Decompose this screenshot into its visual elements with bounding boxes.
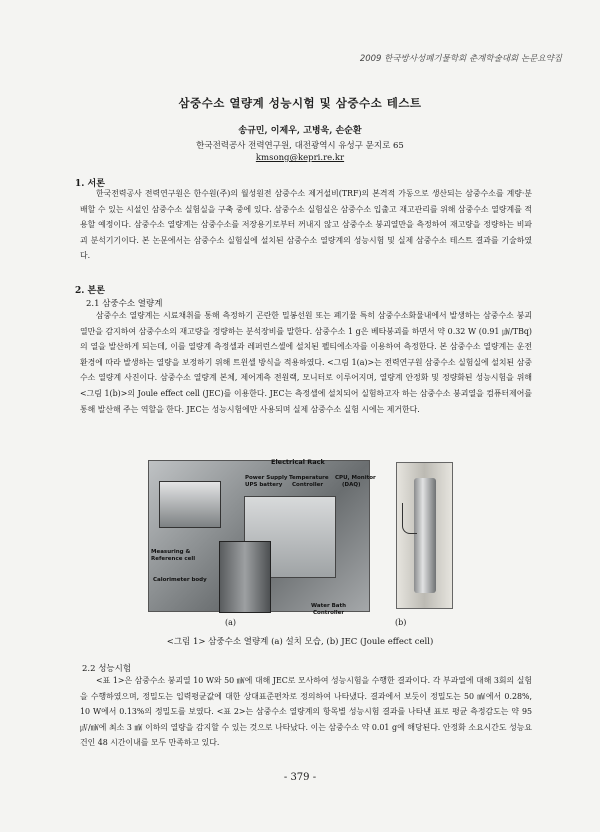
journal-header: 2009 한국방사성폐기물학회 춘계학술대회 논문요약집	[359, 54, 562, 64]
joule-effect-cell-photo	[396, 462, 453, 609]
performance-paragraph: <표 1>은 삼중수소 붕괴열 10 W와 50 ㎽에 대해 JEC로 모사하여 성능시험을 수행한 결과이다. 각 부과열에 대해 3회의 실험을 수행하였으며, 정밀도는 입력평균값에 대한 상대표준편차로 정의하여 나타냈다. 결과에서 보듯이 정밀도는 50 ㎽에서 0.28%, 10 W에서 0.13%의 정밀도를 보였다. <표 2>는 삼중수소 열량계의 항목별 성능시험 결과를 나타낸 표로 평균 측정감도는 약 95 ㎶/㎽에 최소 3 ㎽ 이하의 열량을 감지할 수 있는 것으로 나타났다. 이는 삼중수소 약 0.01 g에 해당된다. 안정화 소요시간도 성능요건인 48 시간이내를 모두 만족하고 있다.	[80, 676, 532, 748]
paper-title: 삼중수소 열량계 성능시험 및 삼중수소 테스트	[178, 96, 422, 110]
label-cpu-monitor: CPU, Monitor	[335, 475, 376, 481]
jec-wire	[402, 503, 417, 534]
affiliation: 한국전력공사 전력연구원, 대전광역시 유성구 문지로 65	[196, 141, 404, 151]
email-link[interactable]: kmsong@kepri.re.kr	[255, 153, 345, 163]
label-daq: (DAQ)	[342, 482, 361, 488]
label-water-controller: Controller	[313, 610, 345, 616]
intro-paragraph: 한국전력공사 전력연구원은 한수원(주)의 월성원전 삼중수소 제거설비(TRF)의 본격적 가동으로 생산되는 삼중수소를 계량·분배할 수 있는 시설인 삼중수소 실험실을 구축 중에 있다. 삼중수소 실험실은 삼중수소 입출고 재고관리를 위해 삼중수소 열량계를 적용할 예정이다. 삼중수소 열량계는 삼중수소를 저장용기로부터 꺼내지 않고 삼중수소 붕괴열만을 측정하여 재고량을 정량하는 비파괴 분석기기이다. 본 논문에서는 삼중수소 실험실에 설치된 삼중수소 열량계의 성능시험 및 실제 삼중수소 테스트 결과를 기술하였다.	[80, 189, 532, 261]
label-electrical-rack: Electrical Rack	[271, 458, 325, 466]
label-ups-battery: UPS battery	[245, 482, 283, 488]
label-temperature: Temperature	[289, 475, 329, 481]
calorimeter-installation-photo	[148, 458, 376, 616]
jec-cylinder	[414, 478, 436, 593]
page-number: - 379 -	[283, 772, 317, 783]
figure-1	[148, 452, 453, 616]
label-power-supply: Power Supply	[245, 475, 288, 481]
measuring-cell	[159, 481, 221, 528]
label-water-bath: Water Bath	[311, 603, 347, 609]
label-controller: Controller	[292, 482, 324, 488]
figure-sublabel-b: (b)	[395, 618, 407, 627]
section-heading-body: 2. 본론	[75, 286, 105, 296]
label-calorimeter-body: Calorimeter body	[153, 577, 207, 583]
label-reference-cell: Reference cell	[151, 556, 196, 562]
figure-caption: <그림 1> 삼중수소 열량계 (a) 설치 모습, (b) JEC (Joule effect cell)	[166, 637, 434, 647]
subsection-heading-performance: 2.2 성능시험	[82, 664, 132, 674]
section-heading-intro: 1. 서론	[75, 179, 105, 189]
figure-sublabel-a: (a)	[225, 618, 237, 627]
calorimeter-body	[219, 541, 271, 613]
label-measuring: Measuring &	[151, 549, 191, 555]
author-list: 송규민, 이제우, 고병욱, 손순환	[238, 126, 362, 136]
subsection-heading-calorimeter: 2.1 삼중수소 열량계	[86, 299, 163, 309]
calorimeter-paragraph: 삼중수소 열량계는 시료채취를 통해 측정하기 곤란한 밀봉선원 또는 폐기물 특히 삼중수소화물내에서 발생하는 삼중수소 붕괴열만을 감지하여 삼중수소의 재고량을 정량하는 분석장비를 말한다. 삼중수소 1 g은 베타붕괴를 하면서 약 0.32 W (0.91 ㎼/TBq)의 열을 발산하게 되는데, 이를 열량계 측정셀과 레퍼런스셀에 설치된 펠티에소자를 이용하여 측정한다. 본 삼중수소 열량계는 운전환경에 따라 발생하는 열량을 보정하기 위해 트윈셀 방식을 적용하였다. <그림 1(a)>는 전력연구원 삼중수소 실험실에 설치된 삼중수소 열량계 사진이다. 삼중수소 열량계 본체, 제어계측 전원랙, 모니터로 이루어지며, 열량계 안정화 및 정량화된 성능시험을 위해 <그림 1(b)>의 Joule effect cell (JEC)를 이용한다. JEC는 측정셀에 설치되어 실험하고자 하는 삼중수소 붕괴열을 컴퓨터제어를 통해 발산해 주는 역할을 한다. JEC는 성능시험에만 사용되며 실제 삼중수소 실험 시에는 제거한다.	[80, 311, 532, 414]
